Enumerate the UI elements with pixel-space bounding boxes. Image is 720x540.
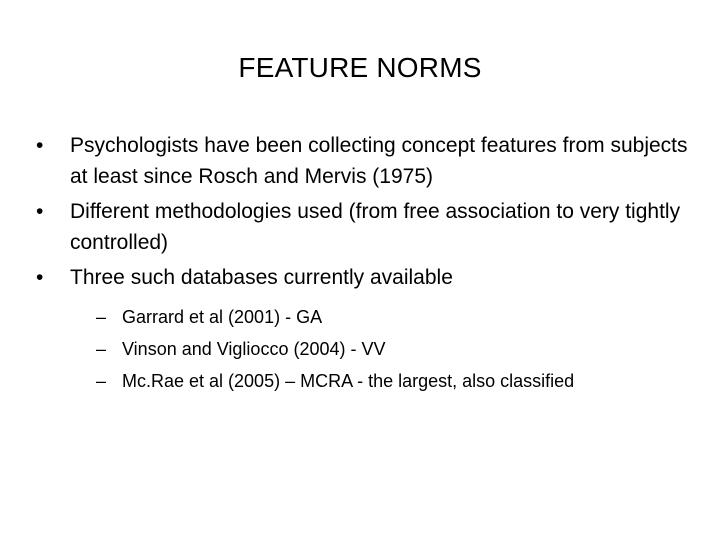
sub-bullet-text: Garrard et al (2001) - GA [122,307,323,327]
sub-bullet-text: Mc.Rae et al (2005) – MCRA - the largest, also classified [122,371,575,391]
sub-bullet-list [36,303,696,395]
sub-bullet-marker: – [96,339,107,359]
sub-bullet-item [96,367,696,395]
bullet-text: Different methodologies used (from free association to very tightly controlled) [70,200,681,254]
bullet-text: Three such databases currently available [70,266,453,289]
sub-bullet-marker: – [96,307,107,327]
bullet-marker: • [36,200,44,223]
sub-bullet-item [96,303,696,331]
bullet-item [36,262,696,293]
bullet-marker: • [36,134,44,157]
bullet-item [36,130,696,192]
sub-bullet-marker: – [96,371,107,391]
slide-title: FEATURE NORMS [238,52,482,83]
slide-body [36,130,696,399]
bullet-item [36,196,696,258]
bullet-text: Psychologists have been collecting concept features from subjects at least since Rosch and Mervis (1975) [70,134,688,188]
sub-bullet-text: Vinson and Vigliocco (2004) - VV [122,339,386,359]
sub-bullet-item [96,335,696,363]
bullet-marker: • [36,266,44,289]
